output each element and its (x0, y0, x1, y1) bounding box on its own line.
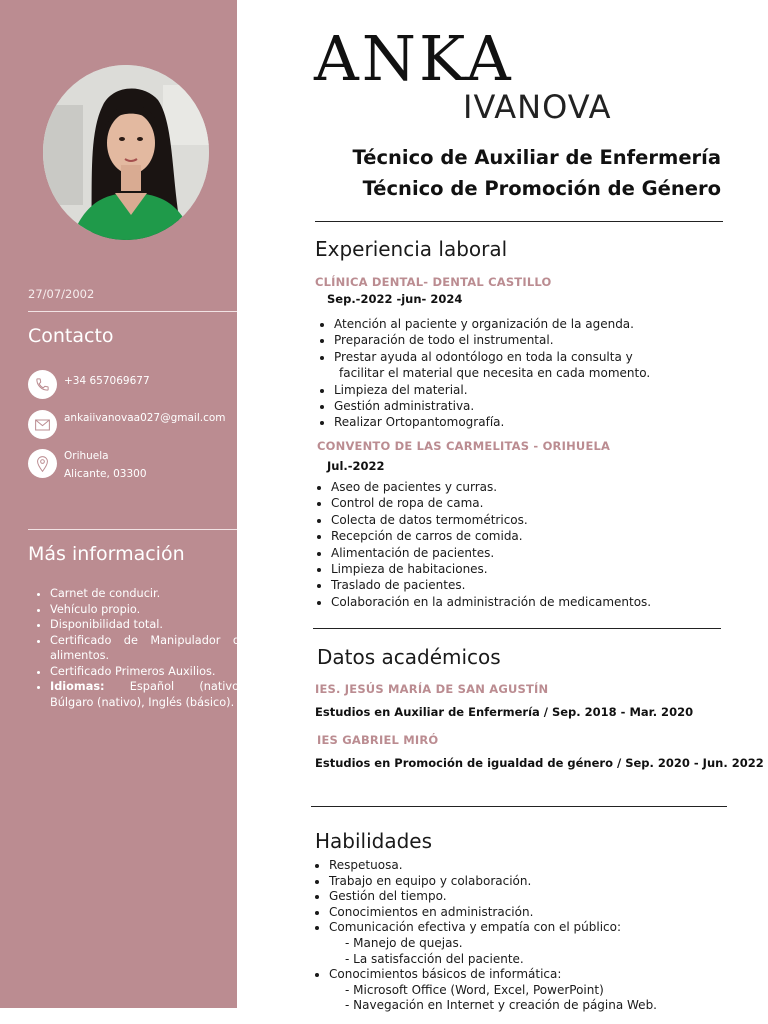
list-item-languages (50, 679, 247, 710)
list-item: • Realizar Ortopantomografía. (334, 414, 650, 430)
list-item: • Limpieza del material. (334, 382, 650, 398)
contact-email[interactable]: ankaiivanovaa027@gmail.com (64, 412, 226, 424)
list-item: • Recepción de carros de comida. (331, 528, 651, 544)
list-item: • Preparación de todo el instrumental. (334, 332, 650, 348)
phone-icon (28, 370, 57, 399)
birth-date: 27/07/2002 (28, 287, 95, 301)
skill-communication-label: Comunicación efectiva y empatía con el público: (329, 920, 622, 935)
job-title-2: Técnico de Promoción de Género (362, 177, 721, 200)
section-divider (315, 221, 723, 222)
sidebar-divider (28, 529, 237, 530)
job-period: Jul.-2022 (327, 459, 385, 473)
list-item: • Vehículo propio. (50, 602, 247, 618)
job-task-list (316, 316, 650, 431)
languages-label: Idiomas: (50, 680, 105, 693)
education-heading: Datos académicos (317, 645, 501, 669)
list-item: • Conocimientos en administración. (329, 905, 657, 921)
list-item: • Disponibilidad total. (50, 617, 247, 633)
contact-heading: Contacto (28, 325, 114, 347)
study-line: Estudios en Promoción de igualdad de género / Sep. 2020 - Jun. 2022 (315, 756, 764, 770)
list-item: • Alimentación de pacientes. (331, 545, 651, 561)
sub-list-item: - Manejo de quejas. (345, 936, 657, 952)
list-item: • Atención al paciente y organización de la agenda. (334, 316, 650, 332)
job-period: Sep.-2022 -jun- 2024 (327, 292, 463, 306)
section-divider (311, 806, 727, 807)
location-pin-icon (28, 449, 57, 478)
contact-address (64, 447, 147, 483)
sub-list-item: - Microsoft Office (Word, Excel, PowerPoint) (345, 983, 657, 999)
list-item: • Respetuosa. (329, 858, 657, 874)
contact-phone[interactable]: +34 657069677 (64, 375, 150, 387)
list-item: • Colaboración en la administración de medicamentos. (331, 594, 651, 610)
address-city: Orihuela (64, 450, 109, 462)
list-item-continuation: facilitar el material que necesita en cada momento. (339, 366, 651, 381)
sidebar (0, 0, 247, 1008)
list-item: • Prestar ayuda al odontólogo en toda la consulta y (334, 349, 650, 365)
languages-text: Español (nativo), Búlgaro (nativo), Inglés (básico). (50, 680, 247, 709)
list-item-communication (329, 920, 657, 967)
sidebar-divider (28, 311, 237, 312)
more-info-list (32, 586, 247, 710)
list-item: • Trabajo en equipo y colaboración. (329, 874, 657, 890)
last-name: IVANOVA (463, 88, 612, 126)
skills-heading: Habilidades (315, 829, 433, 853)
skills-list (311, 858, 657, 1014)
list-item-it (329, 967, 657, 1014)
list-item: • Traslado de pacientes. (331, 577, 651, 593)
experience-heading: Experiencia laboral (315, 237, 508, 261)
job-title-1: Técnico de Auxiliar de Enfermería (352, 146, 721, 169)
list-item: • Certificado Primeros Auxilios. (50, 664, 247, 680)
list-item: • Aseo de pacientes y curras. (331, 479, 651, 495)
email-icon (28, 410, 57, 439)
address-region: Alicante, 03300 (64, 468, 147, 480)
list-item: • Carnet de conducir. (50, 586, 247, 602)
job-task-list (313, 479, 651, 610)
list-item: • Control de ropa de cama. (331, 495, 651, 511)
first-name: ANKA (314, 22, 514, 95)
study-line: Estudios en Auxiliar de Enfermería / Sep. 2018 - Mar. 2020 (315, 705, 694, 719)
list-item: • Limpieza de habitaciones. (331, 561, 651, 577)
sub-list-item: - La satisfacción del paciente. (345, 952, 657, 968)
more-info-heading: Más información (28, 543, 185, 565)
profile-photo (43, 65, 209, 240)
list-item: • Colecta de datos termométricos. (331, 512, 651, 528)
school-name: IES. JESÚS MARÍA DE SAN AGUSTÍN (315, 682, 549, 696)
job-org: CLÍNICA DENTAL- DENTAL CASTILLO (315, 275, 552, 289)
sub-list (329, 983, 657, 1014)
job-org: CONVENTO DE LAS CARMELITAS - ORIHUELA (317, 439, 611, 453)
section-divider (313, 628, 721, 629)
list-item: • Gestión administrativa. (334, 398, 650, 414)
list-item: • Certificado de Manipulador de alimentos. (50, 633, 247, 664)
sub-list-item: - Navegación en Internet y creación de página Web. (345, 998, 657, 1014)
sub-list (329, 936, 657, 967)
list-item: • Gestión del tiempo. (329, 889, 657, 905)
school-name: IES GABRIEL MIRÓ (317, 733, 439, 747)
skill-it-label: Conocimientos básicos de informática: (329, 967, 562, 982)
